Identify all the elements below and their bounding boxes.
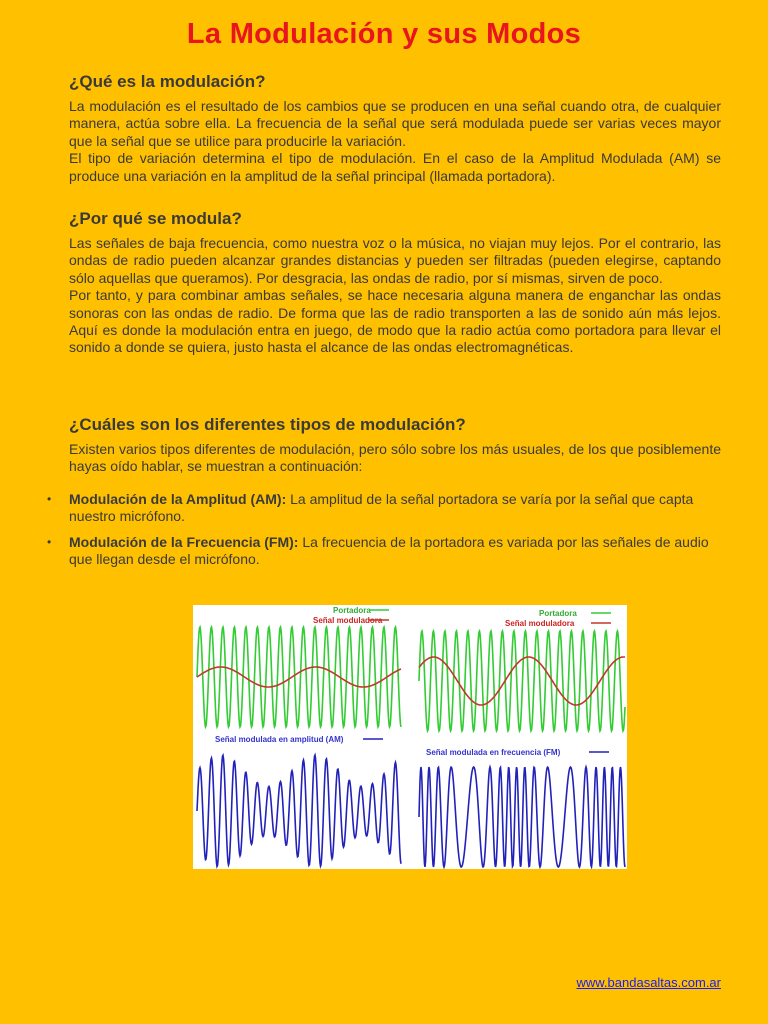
modulation-types-list (47, 491, 721, 577)
section-why-modulate (69, 209, 721, 357)
page-title: La Modulación y sus Modos (186, 18, 582, 50)
legend-modulating-label: Señal moduladora (505, 619, 575, 628)
section-types (69, 415, 721, 476)
section-paragraph: El tipo de variación determina el tipo de modulación. En el caso de la Amplitud Modulada (AM) se produce una variación en la amplitud de la señal principal (llamada portadora). (69, 150, 721, 184)
section-paragraph: La modulación es el resultado de los cambios que se producen en una señal cuando otra, de cualquier manera, actúa sobre ella. La frecuencia de la señal que será modulada puede ser varias veces mayor que la señal que se utilice para producirle la variación. (69, 98, 721, 149)
section-what-is-modulation (69, 72, 721, 185)
list-item-am (47, 491, 721, 526)
section-paragraph: Por tanto, y para combinar ambas señales, se hace necesaria alguna manera de enganchar las ondas sonoras con las ondas de radio. De forma que las de radio transporten a las de sonido aún más lejos. Aquí es donde la modulación entra en juego, de modo que la radio actúa como portadora para llevar el sonido a donde se quiera, justo hasta el alcance de las ondas electromagnéticas. (69, 287, 721, 356)
list-item-term: Modulación de la Frecuencia (FM): (69, 533, 299, 550)
section-paragraph: Las señales de baja frecuencia, como nuestra voz o la música, no viajan muy lejos. Por el contrario, las ondas de radio pueden alcanzar grandes distancias y pueden ser filtradas (pueden elegirse, captando sólo aquellas que queramos). Por desgracia, las ondas de radio, por sí mismas, sirven de poco. (69, 235, 721, 286)
legend-carrier-label: Portadora (333, 606, 371, 615)
bullet: • (47, 534, 52, 549)
list-item-fm (47, 533, 721, 569)
waveforms (197, 627, 625, 867)
am-modulated-wave (197, 755, 401, 866)
list-item-text: La amplitud de la señal portadora se varía por la señal que capta nuestro micrófono. (69, 491, 694, 525)
section-heading: ¿Por qué se modula? (69, 209, 242, 228)
website-link[interactable]: www.bandasaltas.com.ar (576, 975, 721, 990)
section-heading: ¿Cuáles son los diferentes tipos de modulación? (69, 415, 466, 434)
carrier-wave (197, 627, 401, 727)
fm-caption: Señal modulada en frecuencia (FM) (426, 748, 561, 757)
fm-modulated-wave (419, 767, 625, 867)
list-item-text: La frecuencia de la portadora es variada por las señales de audio que llegan desde el micrófono. (69, 533, 709, 568)
bullet: • (47, 492, 52, 506)
modulation-figure (193, 605, 627, 869)
list-item-term: Modulación de la Amplitud (AM): (69, 491, 287, 507)
section-heading: ¿Qué es la modulación? (69, 72, 266, 91)
section-paragraph: Existen varios tipos diferentes de modulación, pero sólo sobre los más usuales, de los que posiblemente hayas oído hablar, se muestran a continuación: (69, 441, 721, 475)
legend-carrier-label: Portadora (539, 609, 577, 618)
legend-modulating-label: Señal moduladora (313, 616, 383, 625)
carrier-wave (419, 631, 625, 731)
am-caption: Señal modulada en amplitud (AM) (215, 735, 344, 744)
modulation-waveforms-image (193, 605, 627, 869)
